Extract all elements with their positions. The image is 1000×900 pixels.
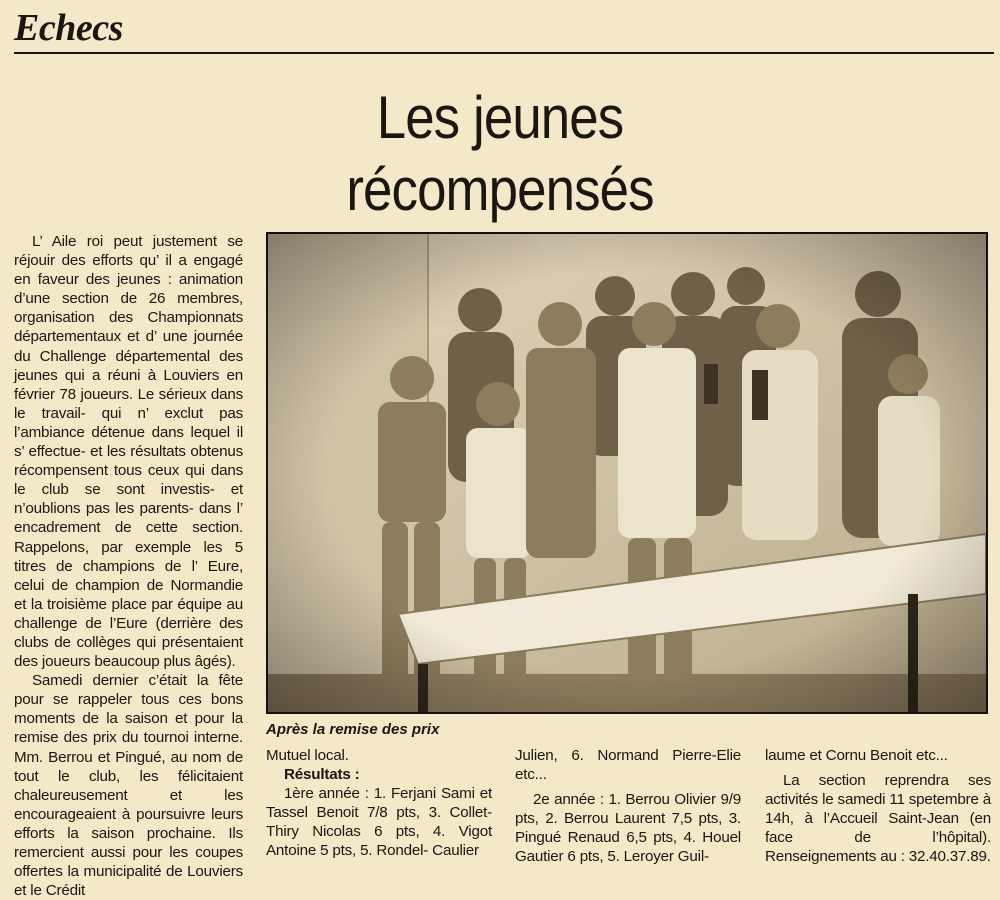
headline-line-2: récompensés [346, 156, 654, 223]
results-heading: Résultats : [284, 766, 360, 784]
results-second-year-text: : 1. Berrou Olivier 9/9 pts, 2. Berrou Laurent 7,5 pts, 3. Pingué Renaud 6,5 pts, 4. Houel Gautier 6 pts, 5. Leroyer Guil- [515, 791, 742, 866]
article-column-4 [765, 746, 991, 867]
results-second-year-label: 2e année [533, 791, 596, 809]
article-paragraph-2: Samedi dernier c’était la fête pour se rappeler tous ces bons moments de la saison et pour la remise des prix du tournoi interne. Mm. Berrou et Pingué, au nom de tout le club, les félicitaient chaleureusement et les encourageaient à poursuivre leurs efforts la saison prochaine. Ils remercient aussi pour les coupes offertes la municipalité de Louviers et le Crédit [14, 672, 243, 900]
results-first-year-continued: Julien, 6. Normand Pierre-Elie etc... [515, 747, 741, 784]
results-first-year-label: 1ère année [284, 785, 360, 803]
closing-paragraph: La section reprendra ses activités le samedi 11 spetembre à 14h, à l’Accueil Saint-Jean (en face de l’hôpital). Renseignements au : 32.40.37.89. [765, 772, 991, 866]
headline-line-1: Les jeunes [376, 84, 624, 151]
group-photo-icon [266, 232, 988, 714]
section-rule [14, 52, 994, 54]
photo-caption: Après la remise des prix [266, 721, 440, 738]
results-first-year [266, 784, 492, 860]
section-title: Echecs [14, 7, 123, 49]
results-first-year-text: : 1. Ferjani Sami et Tassel Benoit 7/8 pts, 3. Collet-Thiry Nicolas 6 pts, 4. Vigot Antoine 5 pts, 5. Rondel- Caulier [266, 785, 492, 860]
article-paragraph-3: Mutuel local. [266, 747, 349, 764]
results-second-year [515, 790, 741, 866]
article-column-1 [14, 232, 243, 900]
photo-illustration [268, 234, 986, 712]
results-second-year-continued: laume et Cornu Benoit etc... [765, 747, 948, 764]
article-paragraph-1: L’ Aile roi peut justement se réjouir des efforts qu’ il a engagé en faveur des jeunes : animation d’une section de 26 membres, organisation des Championnats départementaux et d’ une journée du Challenge départemental des jeunes qui a réuni à Louviers en février 78 joueurs. Le sérieux dans le travail- qui n’ exclut pas l’ambiance détenue dans lequel il s’ effectue- et les résultats obtenus récompensent tous ceux qui dans le club se sont investis- et n’oublions pas les parents- dans l’ encadrement de cette section. Rappelons, par exemple les 5 titres de champions de l’ Eure, celui de champion de Normandie et la troisième place par équipe au challenge de l’Eure (derrière des clubs de collèges qui présentaient des joueurs beaucoup plus âgés). [14, 233, 243, 671]
headline [289, 82, 711, 226]
article-column-3 [515, 746, 741, 867]
article-column-2 [266, 746, 492, 861]
